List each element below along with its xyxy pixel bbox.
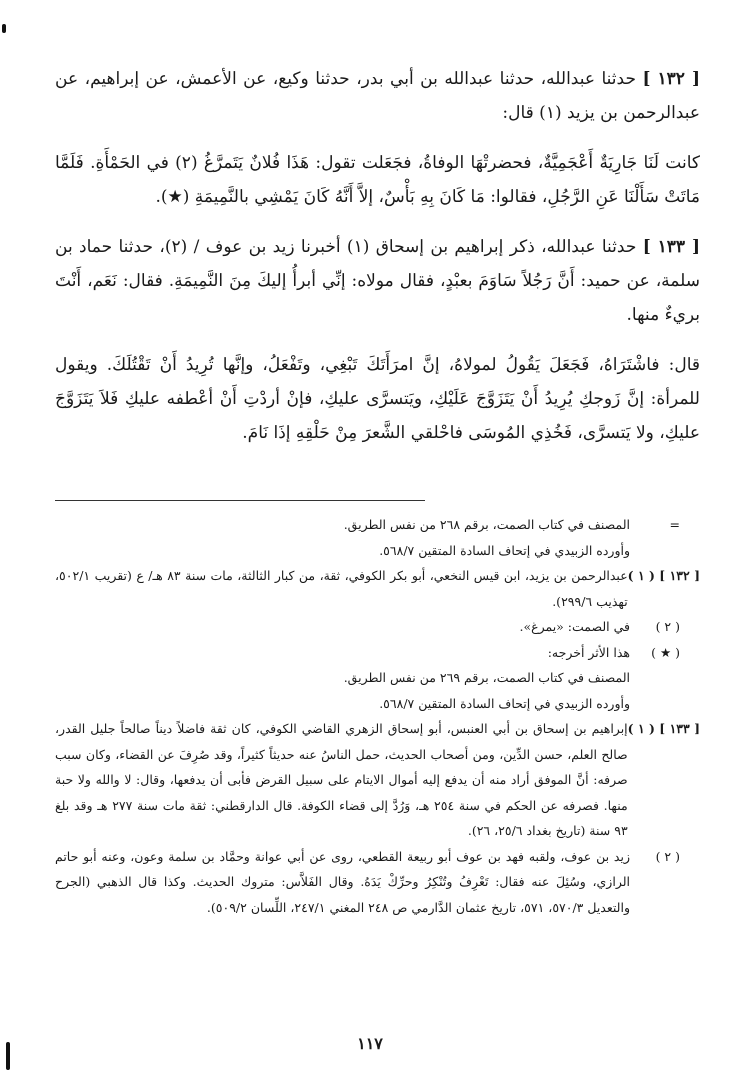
footnote xyxy=(55,716,700,844)
footnote xyxy=(55,640,700,717)
footnote-text xyxy=(55,640,630,717)
footnote-text xyxy=(55,512,630,563)
hadith-number-132: [ ١٣٢ ] xyxy=(642,69,700,89)
page-number: ١١٧ xyxy=(357,1034,383,1053)
footnote-line: وأورده الزبيدي في إتحاف السادة المتقين ٥٦٨/٧. xyxy=(379,695,630,711)
hadith-133-continuation-text: قال: فاشْتَرَاهُ، فَجَعَلَ يَقُولُ لمولاهُ، إنَّ امرَأَتَكَ تَبْغِي، وتَفْعَلُ، وإنَّها تُرِيدُ أَنْ تَقْتُلَكَ. ويقول للمرأة: إنَّ زَوجكِ يُرِيدُ أَنْ يَتَزَوَّجَ عَلَيْكِ، ويَتسرَّى عليكِ، فإنْ أردْتِ أَنْ أعْطفه عليكِ فَلاَ يَتَزَوَّجَ عليكِ، ولا يَتسرَّى، فَخُذِي المُوسَى فاحْلقي الشَّعرَ مِنْ حَلْقِهِ إذَا نَامَ. xyxy=(55,355,700,443)
hadith-133-continuation xyxy=(55,348,700,450)
footnote-line: في الصمت: «يمرغ». xyxy=(519,619,630,634)
footnote-marker: [ ١٣٢ ] ( ١ ) xyxy=(627,568,700,583)
footnote xyxy=(55,512,700,563)
footnote-line: هذا الأثر أخرجه: xyxy=(547,644,630,660)
footnote-line: المصنف في كتاب الصمت، برقم ٢٦٩ من نفس الطريق. xyxy=(343,670,630,685)
scan-edge-mark-top xyxy=(2,24,6,33)
footnote xyxy=(55,614,700,640)
main-body xyxy=(55,62,700,450)
hadith-133-paragraph xyxy=(55,230,700,332)
hadith-132-isnad: حدثنا عبدالله، حدثنا عبدالله بن أبي بدر، حدثنا وكيع، عن الأعمش، عن إبراهيم، عن عبدالرحمن بن يزيد (١) قال: xyxy=(55,69,700,123)
footnote xyxy=(55,563,700,614)
main-text xyxy=(55,62,700,450)
footnote-text xyxy=(55,563,628,614)
footnote-line: إبراهيم بن إسحاق بن أبي العنبس، أبو إسحاق الزهري القاضي الكوفي، كان ثقة فاضلاً ديناً صالحاً جليل القدر، صالح العلم، حسن الدِّين، ومن أصحاب الحديث، حمل الناسُ عنه حديثاً كثيراً، وقد صُرِفَ عن القضاء، وكان سبب صرفه: أنَّ الموفق أراد منه أن يدفع إليه أموال الايتام على سبيل القرض فأبى أن يدفعها، وقال: لا والله ولا حبة منها. فصرفه عن الحكم في سنة ٢٥٤ هـ، وَرُدَّ إلى قضاء الكوفة. قال الدارقطني: ثقة مات سنة ٢٧٧ هـ وقد بلغ ٩٣ سنة (تاريخ بغداد ٢٥/٦، ٢٦). xyxy=(55,721,628,838)
footnote-text xyxy=(55,716,628,844)
footnotes xyxy=(55,512,700,920)
footnote-text xyxy=(55,844,630,921)
hadith-132-matn xyxy=(55,146,700,214)
footnote-marker: = xyxy=(669,517,680,532)
hadith-number-133: [ ١٣٣ ] xyxy=(642,237,701,257)
footnote-line: عبدالرحمن بن يزيد، ابن قيس النخعي، أبو بكر الكوفي، ثقة، من كبار الثالثة، مات سنة ٨٣ هـ/ ع (تقريب ٥٠٢/١، تهذيب ٢٩٩/٦). xyxy=(55,568,628,609)
footnote-line: وأورده الزبيدي في إتحاف السادة المتقين ٥٦٨/٧. xyxy=(379,542,630,558)
footnote-line: المصنف في كتاب الصمت، برقم ٢٦٨ من نفس الطريق. xyxy=(343,517,630,532)
footnote-marker: ( ٢ ) xyxy=(655,848,680,864)
footnote-marker: ( ★ ) xyxy=(651,644,680,660)
footnote-marker: ( ٢ ) xyxy=(655,619,680,634)
scan-edge-mark-bottom xyxy=(6,1042,10,1070)
footnote-text xyxy=(55,614,630,640)
footnote-separator xyxy=(55,500,425,501)
footnote xyxy=(55,844,700,921)
hadith-132-matn-text: كانت لَنَا جَارِيَةٌ أَعْجَمِيَّةٌ، فحضرتْهَا الوفاةُ، فجَعَلت تقول: هَذَا فُلانٌ يَتَمرَّغُ (٢) في الحَمْأَةِ. فَلَمَّا مَاتَتْ سَأَلْنَا عَنِ الرَّجُلِ، فقالوا: مَا كَانَ بِهِ بَأْسٌ، إلاَّ أَنَّهُ كَانَ يَمْشِي بالنَّمِيمَةِ (★). xyxy=(55,153,700,207)
hadith-133-text: حدثنا عبدالله، ذكر إبراهيم بن إسحاق (١) أخبرنا زيد بن عوف / (٢)، حدثنا حماد بن سلمة، عن حميد: أَنَّ رَجُلاً سَاوَمَ بعبْدٍ، فقال مولاه: إنِّي أبرأُ إليكَ مِنَ النَّمِيمَةِ. فقال: نَعَم، أَنْتَ بريءٌ منها. xyxy=(55,237,700,325)
footnote-marker: [ ١٣٣ ] ( ١ ) xyxy=(627,721,700,736)
hadith-132-paragraph xyxy=(55,62,700,130)
footnote-line: زيد بن عوف، ولقبه فهد بن عوف أبو ربيعة القطعي، روى عن أبي عوانة وحمَّاد بن سلمة وعون، وعنه أبو حاتم الرازي، وسُئِلَ عنه فقال: تَعْرِفُ وتُنْكِرُ وحرِّكْ يَدَهُ. وقال الفَلاَّس: متروك الحديث. وكذا قال الذهبي (الجرح والتعديل ٥٧٠/٣، ٥٧١، تاريخ عثمان الدَّارمي ص ٢٤٨ المغني ٢٤٧/١، اللِّسان ٥٠٩/٢). xyxy=(55,848,630,915)
